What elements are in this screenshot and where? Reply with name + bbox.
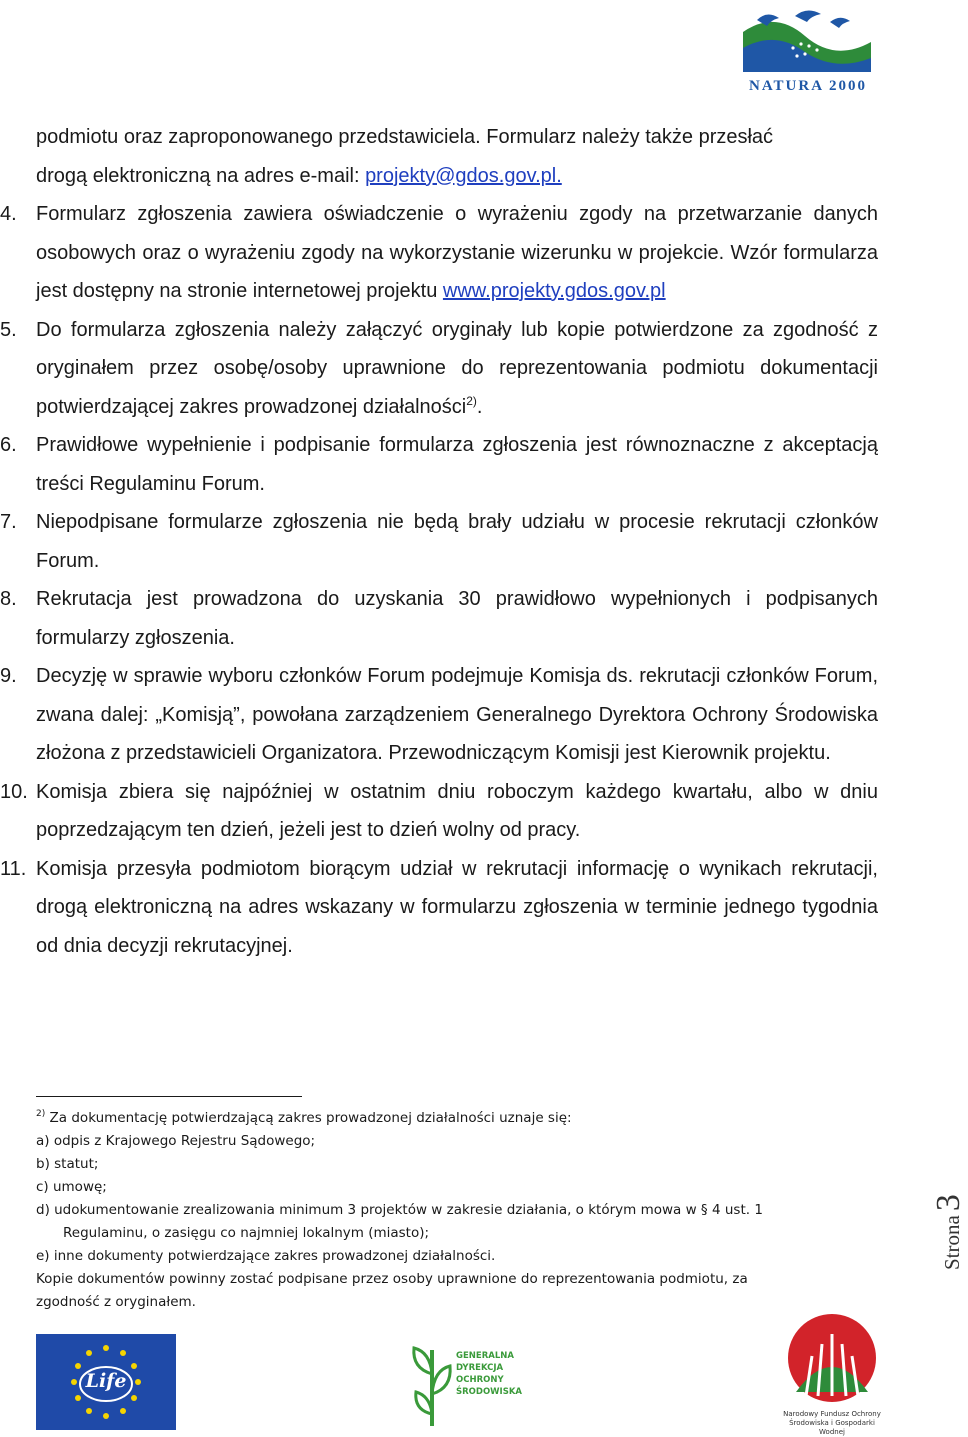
page-label-text: Strona bbox=[940, 1215, 964, 1270]
list-item-text: Formularz zgłoszenia zawiera oświadczenie o wyrażeniu zgody na przetwarzanie danych osobowych oraz o wyrażeniu zgody na wykorzystanie wizerunku w projekcie. Wzór formularza jest dostępny na stronie internetowej projektu bbox=[36, 203, 878, 302]
eu-life-logo bbox=[36, 1334, 176, 1430]
list-item-text: Decyzję w sprawie wyboru członków Forum podejmuje Komisja ds. rekrutacji członków Forum, zwana dalej: „Komisją”, powołana zarządzeniem Generalnego Dyrektora Ochrony Środowiska złożona z przedstawicieli Organizatora. Przewodniczącym Komisji jest Kierownik projektu. bbox=[36, 665, 878, 764]
footnote-line: d) udokumentowanie zrealizowania minimum 3 projektów w zakresie działania, o którym mowa w § 4 ust. 1 bbox=[36, 1202, 763, 1218]
natura-2000-logo bbox=[735, 2, 875, 100]
leaf-icon bbox=[408, 1330, 454, 1430]
footnote-line: Regulaminu, o zasięgu co najmniej lokalnym (miasto); bbox=[63, 1225, 430, 1241]
footnote-lead: $^{2)}$ Za dokumentację potwierdzającą zakres prowadzonej działalności uznaje się: bbox=[36, 1109, 572, 1126]
project-website-link[interactable]: www.projekty.gdos.gov.pl bbox=[442, 280, 666, 302]
footnote-line: e) inne dokumenty potwierdzające zakres prowadzonej działalności. bbox=[36, 1248, 496, 1264]
footnote-line: b) statut; bbox=[36, 1156, 99, 1172]
document-body bbox=[0, 118, 878, 965]
gdos-line: OCHRONY bbox=[456, 1375, 504, 1385]
footnote-reference: 2) bbox=[466, 393, 477, 408]
numbered-list bbox=[0, 195, 878, 965]
footnotes bbox=[36, 1107, 856, 1314]
page-number: 3 bbox=[930, 1194, 967, 1212]
gdos-line: GENERALNA bbox=[456, 1351, 514, 1361]
nfosigw-emblem-icon bbox=[782, 1312, 882, 1408]
footnote-line: Kopie dokumentów powinny zostać podpisane przez osoby uprawnione do reprezentowania podmiotu, za bbox=[36, 1271, 748, 1287]
nfosigw-logo bbox=[782, 1312, 882, 1436]
intro-paragraph bbox=[36, 118, 878, 195]
list-item-text: Do formularza zgłoszenia należy załączyć oryginały lub kopie potwierdzone za zgodność z oryginałem przez osobę/osoby uprawnione do reprezentowania podmiotu dokumentacji potwierdzającej zakres prowadzonej działalności bbox=[36, 318, 878, 418]
list-item: 5. Do formularza zgłoszenia należy załączyć oryginały lub kopie potwierdzone za zgodność z oryginałem przez osobę/osoby uprawnione do reprezentowania podmiotu dokumentacji potwierdzającej zakres prowadzonej działalności$^{2)}$. bbox=[0, 318, 878, 418]
nfosigw-line: Narodowy Fundusz Ochrony bbox=[783, 1410, 881, 1418]
page-number-label bbox=[930, 1194, 968, 1270]
footnote-separator bbox=[36, 1096, 302, 1097]
gdos-line: DYREKCJA bbox=[456, 1363, 504, 1373]
list-item: 6. Prawidłowe wypełnienie i podpisanie formularza zgłoszenia jest równoznaczne z akceptacją treści Regulaminu Forum. bbox=[0, 434, 878, 495]
email-link[interactable]: projekty@gdos.gov.pl. bbox=[365, 164, 562, 187]
gdos-logo bbox=[408, 1330, 522, 1430]
list-item-text: Komisja zbiera się najpóźniej w ostatnim dniu roboczym każdego kwartału, albo w dniu poprzedzającym ten dzień, jeżeli jest to dzień wolny od pracy. bbox=[36, 780, 878, 841]
list-item: 4. Formularz zgłoszenia zawiera oświadczenie o wyrażeniu zgody na przetwarzanie danych osobowych oraz o wyrażeniu zgody na wykorzystanie wizerunku w projekcie. Wzór formularza jest dostępny na stronie internetowej projektu www.projekty.gdos.gov.pl bbox=[0, 203, 878, 302]
list-item: 8. Rekrutacja jest prowadzona do uzyskania 30 prawidłowo wypełnionych i podpisanych formularzy zgłoszenia. bbox=[0, 588, 878, 649]
nfosigw-line: Środowiska i Gospodarki Wodnej bbox=[789, 1419, 875, 1436]
intro-line-2: drogą elektroniczną na adres e-mail: bbox=[36, 164, 366, 187]
natura-2000-caption: NATURA 2000 bbox=[749, 78, 867, 94]
list-item-text: Komisja przesyła podmiotom biorącym udział w rekrutacji informację o wynikach rekrutacji, drogą elektroniczną na adres wskazany w formularzu zgłoszenia w terminie jednego tygodnia od dnia decyzji rekrutacyjnej. bbox=[36, 857, 878, 957]
footnote-line: c) umowę; bbox=[36, 1179, 107, 1195]
list-item-text: Niepodpisane formularze zgłoszenia nie będą brały udziału w procesie rekrutacji członków Forum. bbox=[36, 511, 878, 572]
list-item: 10. Komisja zbiera się najpóźniej w ostatnim dniu roboczym każdego kwartału, albo w dniu poprzedzającym ten dzień, jeżeli jest to dzień wolny od pracy. bbox=[0, 780, 878, 841]
list-item: 11. Komisja przesyła podmiotom biorącym udział w rekrutacji informację o wynikach rekrutacji, drogą elektroniczną na adres wskazany w formularzu zgłoszenia w terminie jednego tygodnia od dnia decyzji rekrutacyjnej. bbox=[0, 857, 878, 957]
intro-line-1: podmiotu oraz zaproponowanego przedstawiciela. Formularz należy także przesłać bbox=[36, 126, 774, 148]
list-item: 7. Niepodpisane formularze zgłoszenia nie będą brały udziału w procesie rekrutacji członków Forum. bbox=[0, 511, 878, 572]
list-item-text: Prawidłowe wypełnienie i podpisanie formularza zgłoszenia jest równoznaczne z akceptacją treści Regulaminu Forum. bbox=[36, 434, 878, 495]
life-wordmark: Life bbox=[85, 1370, 127, 1392]
list-item-tail: . bbox=[476, 395, 483, 418]
list-item: 9. Decyzję w sprawie wyboru członków Forum podejmuje Komisja ds. rekrutacji członków Forum, zwana dalej: „Komisją”, powołana zarządzeniem Generalnego Dyrektora Ochrony Środowiska złożona z przedstawicieli Organizatora. Przewodniczącym Komisji jest Kierownik projektu. bbox=[0, 665, 878, 764]
footnote-line: zgodność z oryginałem. bbox=[36, 1294, 196, 1310]
footnote-line: a) odpis z Krajowego Rejestru Sądowego; bbox=[36, 1133, 316, 1149]
footnote-marker: 2) bbox=[36, 1109, 46, 1119]
list-item-text: Rekrutacja jest prowadzona do uzyskania 30 prawidłowo wypełnionych i podpisanych formularzy zgłoszenia. bbox=[36, 588, 878, 649]
gdos-line: ŚRODOWISKA bbox=[456, 1387, 522, 1397]
